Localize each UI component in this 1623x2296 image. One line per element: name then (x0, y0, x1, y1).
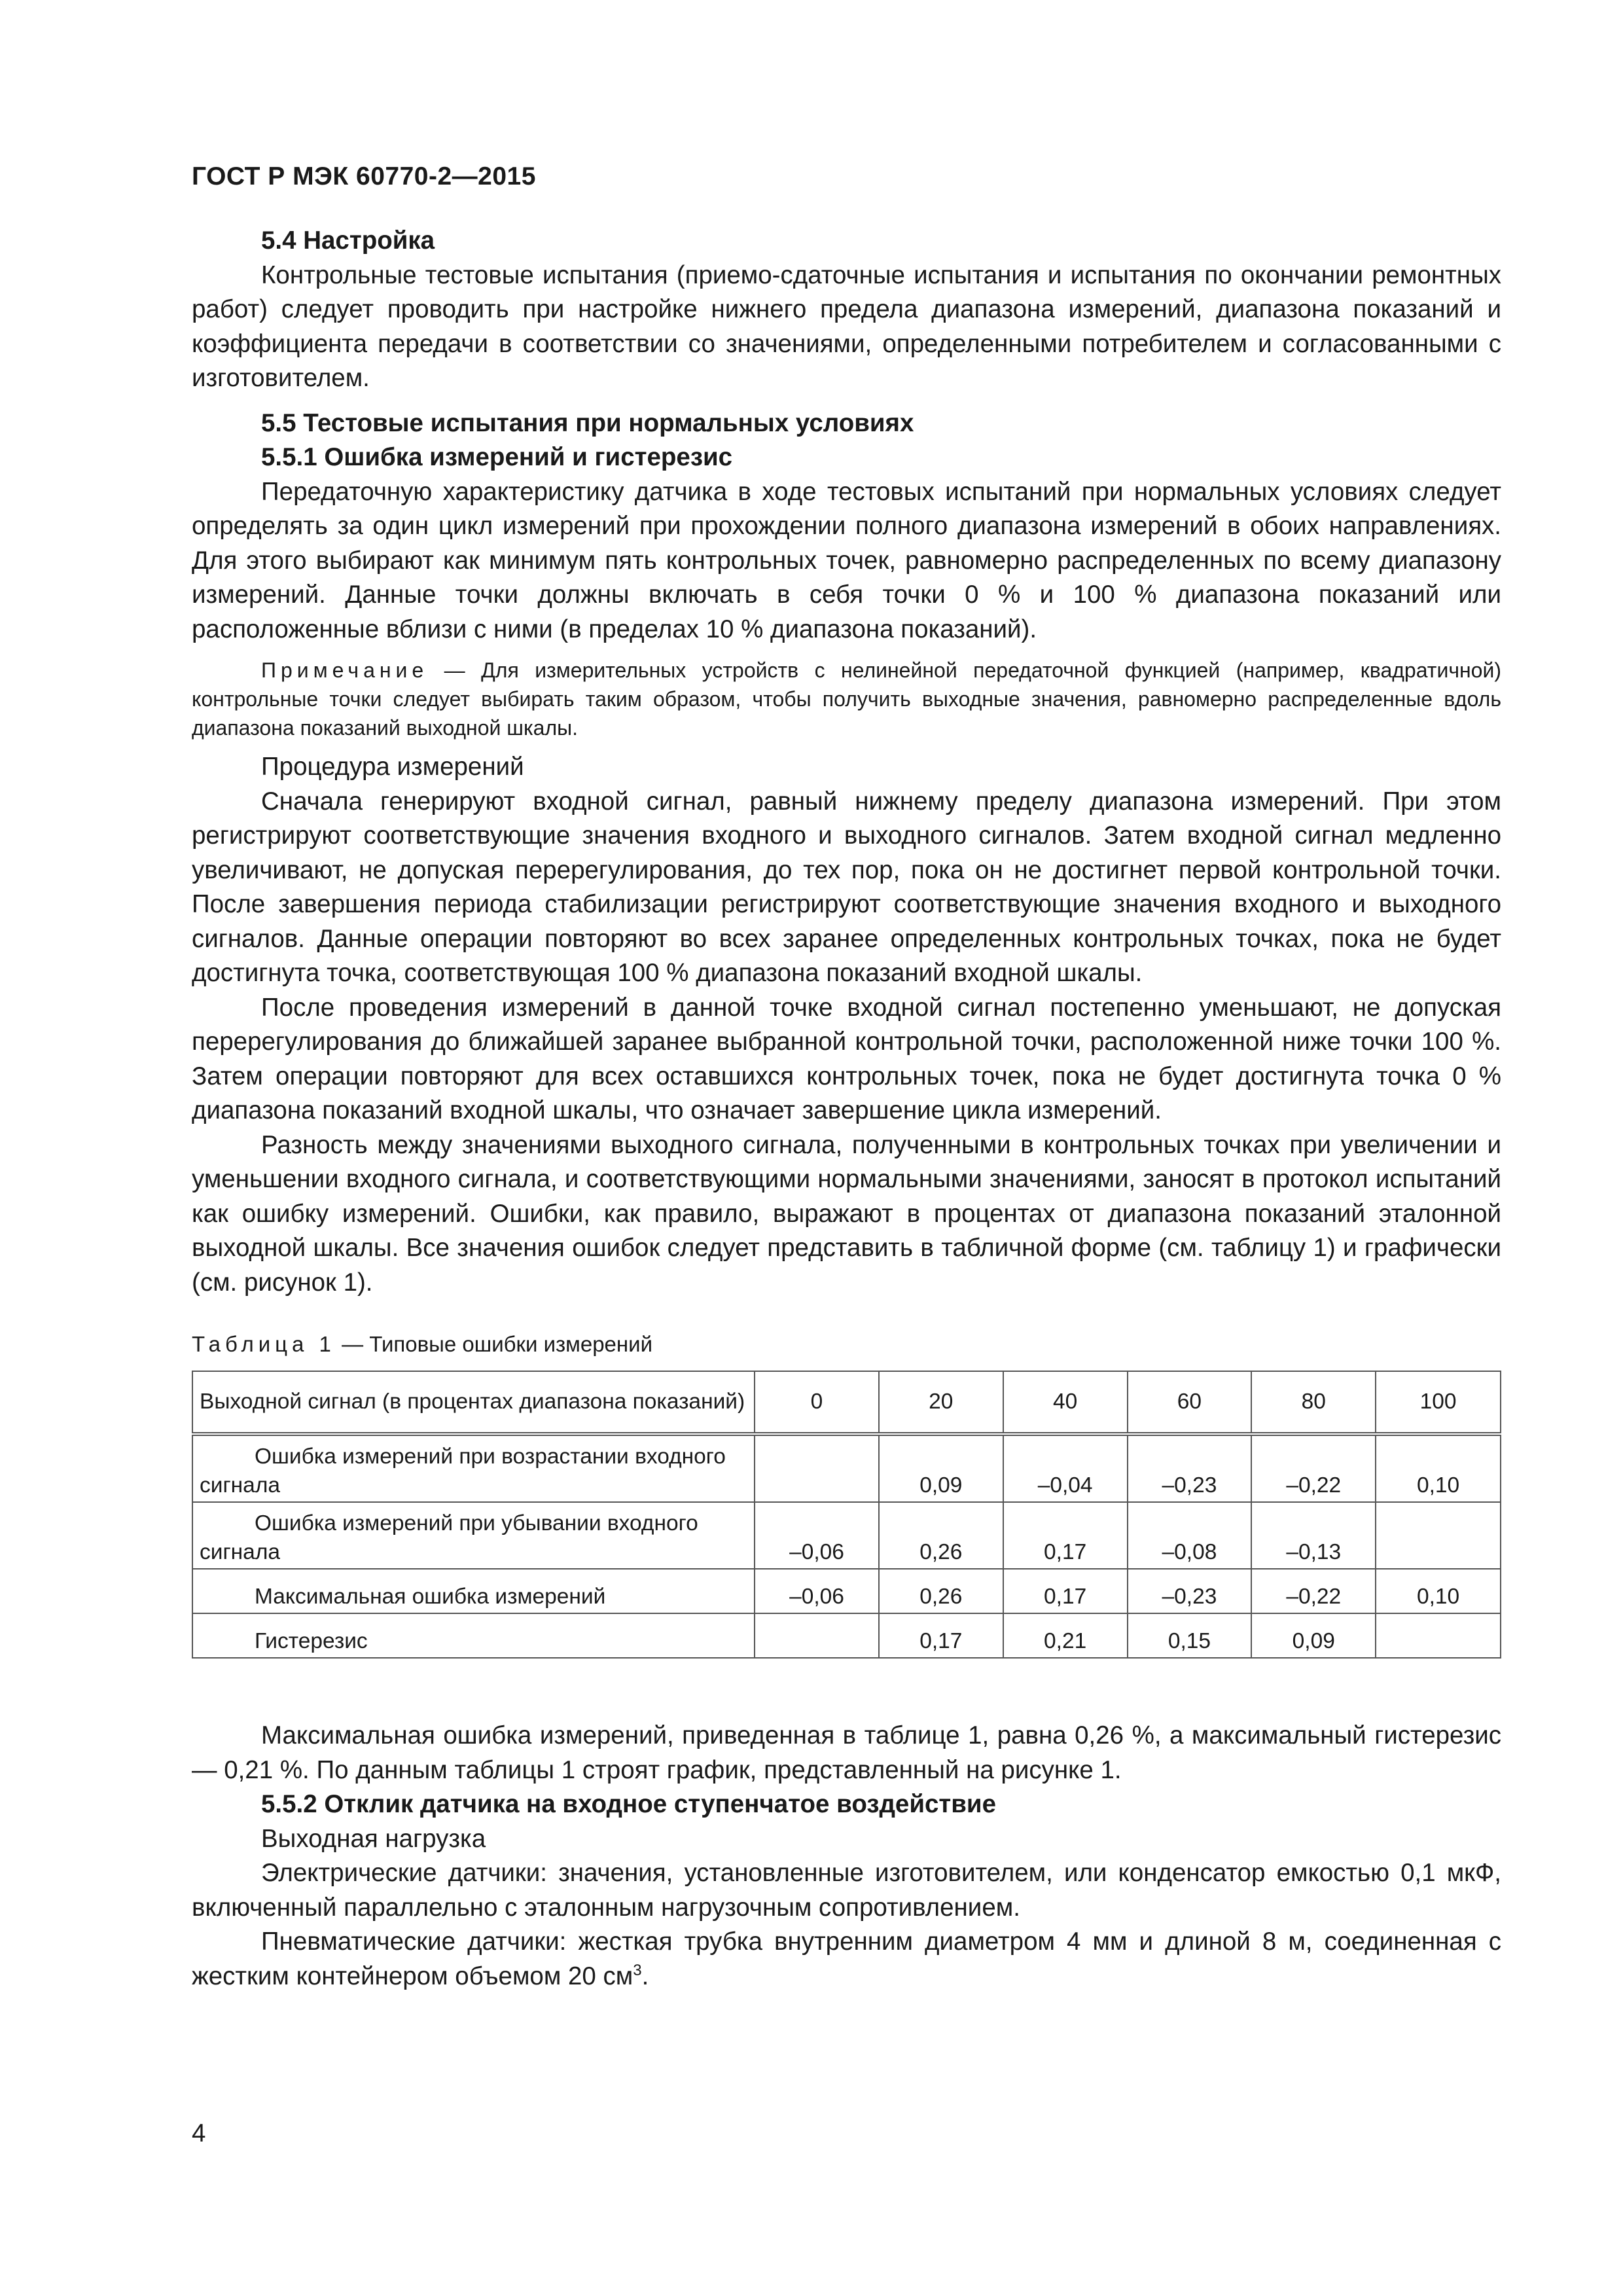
table-cell: –0,22 (1251, 1434, 1376, 1502)
table-cell (1376, 1502, 1501, 1569)
note (192, 656, 1501, 742)
table-row-label: Ошибка измерений при убывании входного сигнала (192, 1502, 755, 1569)
table-cell: –0,13 (1251, 1502, 1376, 1569)
table-cell: –0,22 (1251, 1569, 1376, 1613)
note-label: Примечание (261, 658, 429, 682)
document-header: ГОСТ Р МЭК 60770-2—2015 (192, 162, 536, 190)
output-load-subtitle: Выходная нагрузка (261, 1824, 486, 1853)
table-header-cell: 0 (755, 1371, 879, 1434)
table-cell (755, 1613, 879, 1658)
table-cell (755, 1434, 879, 1502)
table-cell: –0,06 (755, 1502, 879, 1569)
table-1-caption-label: Таблица 1 (192, 1332, 336, 1356)
section-5-4-paragraph: Контрольные тестовые испытания (приемо-сдаточные испытания и испытания по окончании ремонтных работ) следует проводить при настройке нижнего предела диапазона измерений, диапазона показаний и коэффициента передачи в соответствии со значениями, определенными потребителем и согласованными с изготовителем. (192, 260, 1501, 392)
section-5-5-2-heading: 5.5.2 Отклик датчика на входное ступенчатое воздействие (261, 1790, 997, 1818)
table-header-cell: 20 (879, 1371, 1003, 1434)
table-cell: 0,10 (1376, 1569, 1501, 1613)
table-cell: 0,17 (1003, 1569, 1128, 1613)
table-cell: –0,06 (755, 1569, 879, 1613)
procedure-paragraph-2: После проведения измерений в данной точке входной сигнал постепенно уменьшают, не допуская перерегулирования до ближайшей заранее выбранной контрольной точки, расположенной ниже точки 100 %. Затем операции повторяют для всех оставшихся контрольных точек, пока не будет достигнута точка 0 % диапазона показаний входной шкалы, что означает завершение цикла измерений. (192, 993, 1501, 1124)
table-header-row (192, 1371, 1501, 1434)
table-row-label: Максимальная ошибка измерений (192, 1569, 755, 1613)
procedure-paragraph-3: Разность между значениями выходного сигнала, полученными в контрольных точках при увеличении и уменьшении входного сигнала, и соответствующими нормальными значениями, заносят в протокол испытаний как ошибку измерений. Ошибки, как правило, выражают в процентах от диапазона показаний эталонной выходной шкалы. Все значения ошибок следует представить в табличной форме (см. таблицу 1) и графически (см. рисунок 1). (192, 1130, 1501, 1297)
pneumatic-sensors-text: Пневматические датчики: жесткая трубка внутренним диаметром 4 мм и длиной 8 м, соединенная с жестким контейнером объемом 20 см (192, 1928, 1501, 1990)
section-5-5-1-paragraph: Передаточную характеристику датчика в ходе тестовых испытаний при нормальных условиях следует определять за один цикл измерений при прохождении полного диапазона измерений в обоих направлениях. Для этого выбирают как минимум пять контрольных точек, равномерно распределенных по всему диапазону измерений. Данные точки должны включать в себя точки 0 % и 100 % диапазона показаний или расположенные вблизи с ними (в пределах 10 % диапазона показаний). (192, 477, 1501, 643)
table-cell: 0,15 (1128, 1613, 1252, 1658)
table-cell: 0,26 (879, 1502, 1003, 1569)
table-1-caption-text: — Типовые ошибки измерений (335, 1332, 652, 1356)
table-cell: 0,09 (1251, 1613, 1376, 1658)
after-table-paragraph: Максимальная ошибка измерений, приведенная в таблице 1, равна 0,26 %, а максимальный гистерезис — 0,21 %. По данным таблицы 1 строят график, представленный на рисунке 1. (192, 1721, 1501, 1784)
superscript-3: 3 (633, 1961, 642, 1979)
table-row-label: Гистерезис (192, 1613, 755, 1658)
table-cell (1376, 1613, 1501, 1658)
procedure-paragraph-1: Сначала генерируют входной сигнал, равный нижнему пределу диапазона измерений. При этом регистрируют соответствующие значения входного и выходного сигналов. Затем входной сигнал медленно увеличивают, не допуская перерегулирования, до тех пор, пока он не достигнет первой контрольной точки. После завершения периода стабилизации регистрируют соответствующие значения входного и выходного сигналов. Данные операции повторяют во всех заранее определенных контрольных точках, пока не будет достигнута точка, соответствующая 100 % диапазона показаний входной шкалы. (192, 787, 1501, 987)
table-header-label: Выходной сигнал (в процентах диапазона показаний) (192, 1371, 755, 1434)
page-content (192, 224, 1501, 1994)
table-cell: 0,21 (1003, 1613, 1128, 1658)
table-cell: 0,17 (1003, 1502, 1128, 1569)
table-cell: 0,09 (879, 1434, 1003, 1502)
section-5-5-1-heading: 5.5.1 Ошибка измерений и гистерезис (261, 443, 733, 471)
electrical-sensors-paragraph: Электрические датчики: значения, установленные изготовителем, или конденсатор емкостью 0,1 мкФ, включенный параллельно с эталонным нагрузочным сопротивлением. (192, 1859, 1501, 1922)
pneumatic-sensors-end: . (641, 1962, 649, 1990)
note-text: — Для измерительных устройств с нелинейной передаточной функцией (например, квадратичной) контрольные точки следует выбирать таким образом, чтобы получить выходные значения, равномерно распределенные вдоль диапазона показаний выходной шкалы. (192, 658, 1501, 740)
section-5-5-heading: 5.5 Тестовые испытания при нормальных условиях (261, 408, 914, 437)
table-row (192, 1434, 1501, 1502)
procedure-title: Процедура измерений (261, 753, 524, 781)
table-cell: –0,08 (1128, 1502, 1252, 1569)
table-cell: –0,04 (1003, 1434, 1128, 1502)
table-1-caption (192, 1330, 1501, 1359)
table-row (192, 1569, 1501, 1613)
table-header-cell: 80 (1251, 1371, 1376, 1434)
table-header-cell: 40 (1003, 1371, 1128, 1434)
table-row (192, 1613, 1501, 1658)
table-header-cell: 60 (1128, 1371, 1252, 1434)
table-cell: –0,23 (1128, 1434, 1252, 1502)
table-header-cell: 100 (1376, 1371, 1501, 1434)
table-cell: 0,17 (879, 1613, 1003, 1658)
table-cell: 0,26 (879, 1569, 1003, 1613)
table-row-label: Ошибка измерений при возрастании входного сигнала (192, 1434, 755, 1502)
pneumatic-sensors-paragraph (192, 1925, 1501, 1994)
table-cell: 0,10 (1376, 1434, 1501, 1502)
table-cell: –0,23 (1128, 1569, 1252, 1613)
section-5-4-heading: 5.4 Настройка (261, 226, 435, 255)
table-row (192, 1502, 1501, 1569)
page-number: 4 (192, 2119, 206, 2147)
table-1 (192, 1371, 1501, 1659)
